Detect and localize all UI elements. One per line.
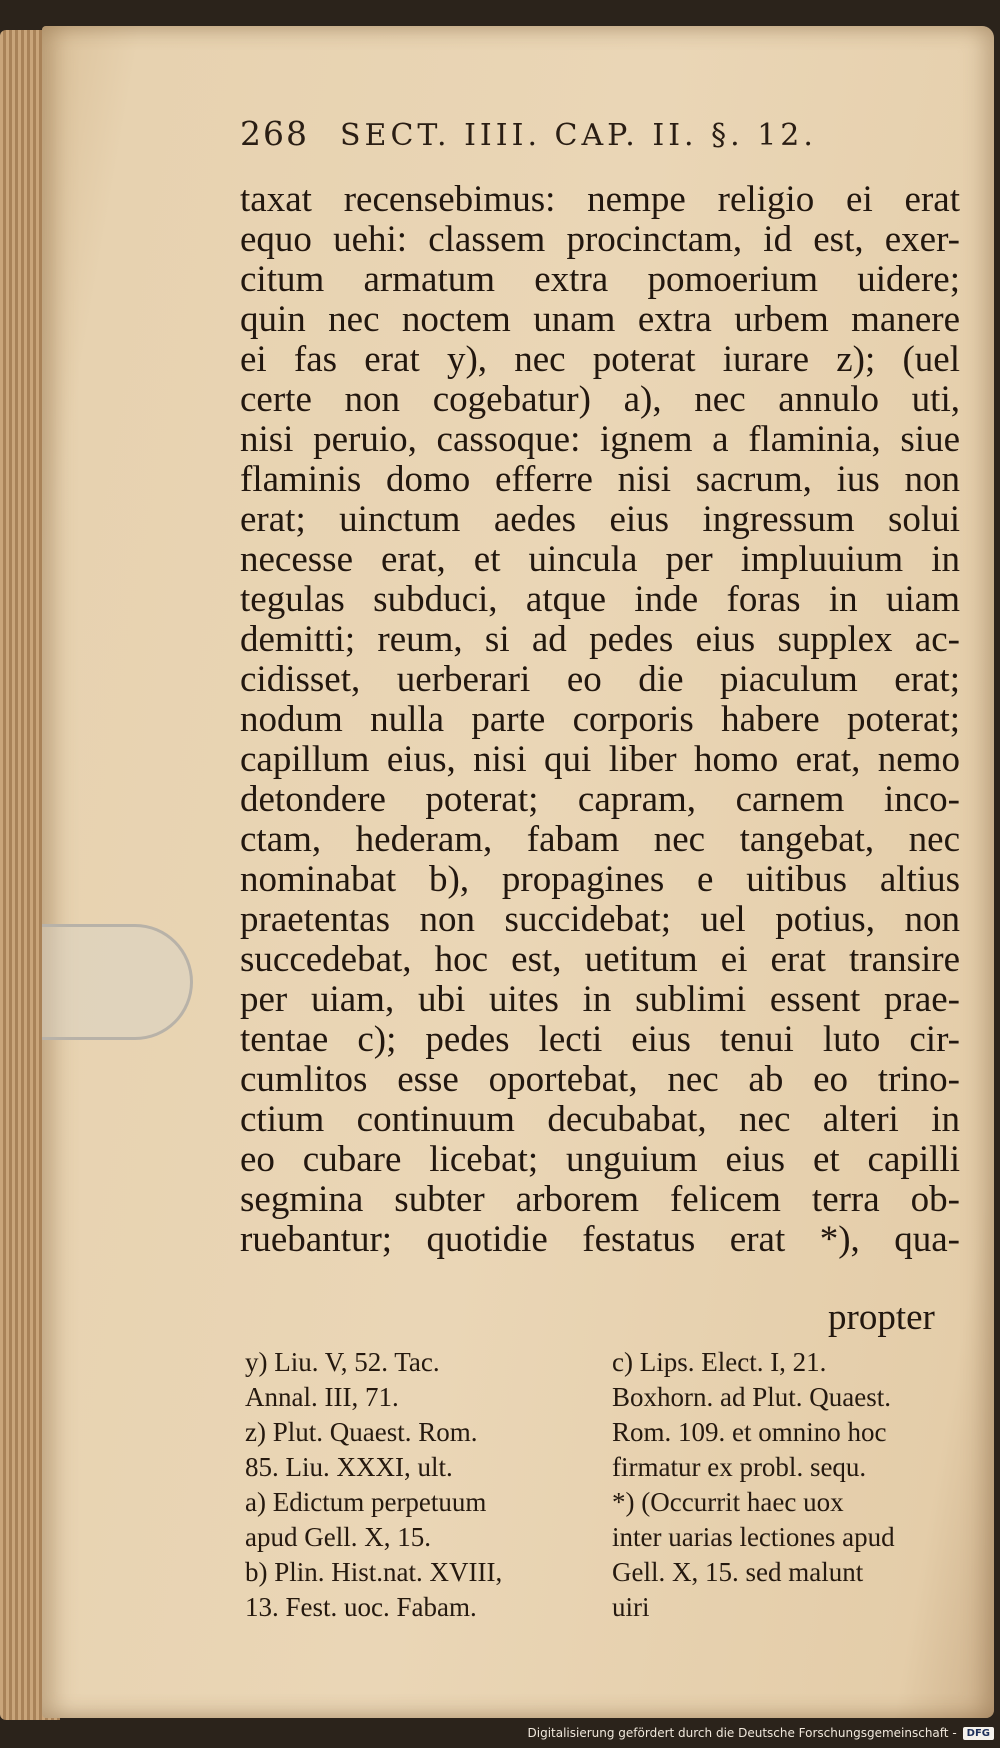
footnote-line: b) Plin. Hist.nat. XVIII, <box>245 1557 503 1587</box>
text-line: per uiam, ubi uites in sublimi essent prae- <box>240 980 960 1020</box>
paper-clip-bookmark <box>42 924 193 1040</box>
footnote-line: 13. Fest. uoc. Fabam. <box>245 1592 477 1622</box>
text-line: quin nec noctem unam extra urbem manere <box>240 300 960 340</box>
text-line: tegulas subduci, atque inde foras in uiam <box>240 580 960 620</box>
footnote-line: Rom. 109. et omnino hoc <box>612 1417 887 1447</box>
footnotes-right-column <box>612 1345 952 1625</box>
digitization-credit <box>528 1722 995 1744</box>
text-line: cumlitos esse oportebat, nec ab eo trino- <box>240 1060 960 1100</box>
footnote-line: Annal. III, 71. <box>245 1382 399 1412</box>
footnote-line: uiri <box>612 1592 650 1622</box>
footnotes-left-column <box>245 1345 575 1625</box>
page-number: 268 <box>240 114 309 153</box>
text-line: demitti; reum, si ad pedes eius supplex ac- <box>240 620 960 660</box>
text-line: tentae c); pedes lecti eius tenui luto cir- <box>240 1020 960 1060</box>
text-line: ruebantur; quotidie festatus erat *), qua- <box>240 1220 960 1260</box>
footnote-line: y) Liu. V, 52. Tac. <box>245 1347 440 1377</box>
text-line: detondere poterat; capram, carnem inco- <box>240 780 960 820</box>
text-line: ei fas erat y), nec poterat iurare z); (uel <box>240 340 960 380</box>
running-header <box>240 108 860 164</box>
text-line: segmina subter arborem felicem terra ob- <box>240 1180 960 1220</box>
text-line: capillum eius, nisi qui liber homo erat, nemo <box>240 740 960 780</box>
text-line: certe non cogebatur) a), nec annulo uti, <box>240 380 960 420</box>
catchword: propter <box>828 1297 935 1338</box>
text-line: nisi peruio, cassoque: ignem a flaminia, siue <box>240 420 960 460</box>
footnote-line: firmatur ex probl. sequ. <box>612 1452 867 1482</box>
text-line: cidisset, uerberari eo die piaculum erat; <box>240 660 960 700</box>
text-line: nominabat b), propagines e uitibus altius <box>240 860 960 900</box>
footnote-line: c) Lips. Elect. I, 21. <box>612 1347 827 1377</box>
footnote-line: Gell. X, 15. sed malunt <box>612 1557 864 1587</box>
text-line: erat; uinctum aedes eius ingressum solui <box>240 500 960 540</box>
footnote-line: z) Plut. Quaest. Rom. <box>245 1417 478 1447</box>
footnote-line: apud Gell. X, 15. <box>245 1522 431 1552</box>
text-line: nodum nulla parte corporis habere poterat; <box>240 700 960 740</box>
footnote-line: inter uarias lectiones apud <box>612 1522 895 1552</box>
footnote-line: 85. Liu. XXXI, ult. <box>245 1452 453 1482</box>
dfg-logo: DFG <box>963 1727 994 1740</box>
text-line: praetentas non succidebat; uel potius, non <box>240 900 960 940</box>
running-title: SECT. IIII. CAP. II. §. 12. <box>340 118 817 153</box>
credit-text: Digitalisierung gefördert durch die Deutsche Forschungsgemeinschaft - <box>527 1726 957 1740</box>
footnote-line: a) Edictum perpetuum <box>245 1487 487 1517</box>
text-line: necesse erat, et uincula per impluuium in <box>240 540 960 580</box>
footnote-line: Boxhorn. ad Plut. Quaest. <box>612 1382 891 1412</box>
text-line: eo cubare licebat; unguium eius et capilli <box>240 1140 960 1180</box>
text-line: flaminis domo efferre nisi sacrum, ius non <box>240 460 960 500</box>
main-text-block <box>240 180 960 1260</box>
text-line: citum armatum extra pomoerium uidere; <box>240 260 960 300</box>
text-line: taxat recensebimus: nempe religio ei erat <box>240 180 960 220</box>
text-line: ctium continuum decubabat, nec alteri in <box>240 1100 960 1140</box>
text-line: succedebat, hoc est, uetitum ei erat transire <box>240 940 960 980</box>
footnote-line: *) (Occurrit haec uox <box>612 1487 844 1517</box>
text-line: equo uehi: classem procinctam, id est, exer- <box>240 220 960 260</box>
text-line: ctam, hederam, fabam nec tangebat, nec <box>240 820 960 860</box>
